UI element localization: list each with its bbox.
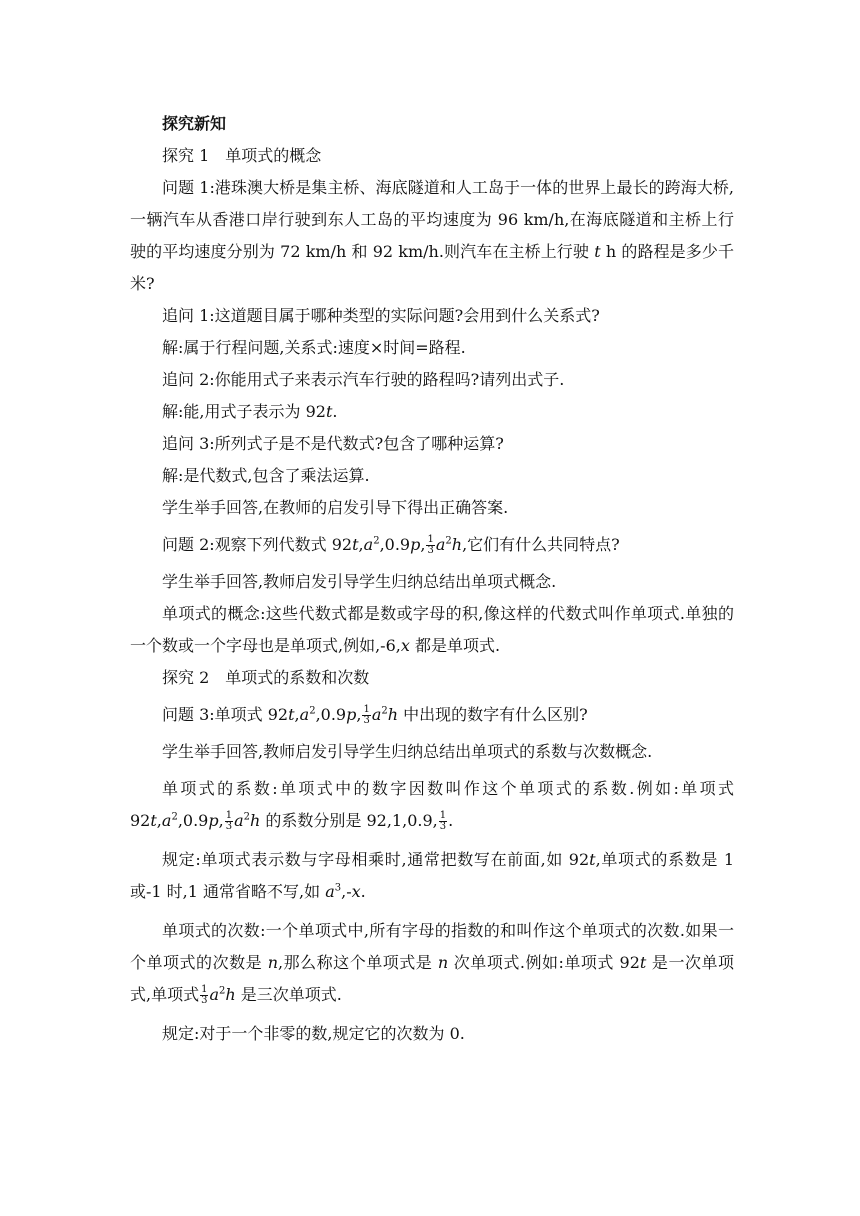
answer-2: 解:能,用式子表示为 92t. xyxy=(162,402,338,421)
follow-up-3: 追问 3:所列式子是不是代数式?包含了哪种运算? xyxy=(162,434,504,453)
monomial-list: $92t,a^2,0.9p$, $\frac{1}{3}$ $a^2h$ xyxy=(130,810,261,832)
student-activity-2: 学生举手回答,教师启发引导学生归纳总结出单项式概念. xyxy=(162,572,557,591)
fraction-one-third: $\frac{1}{3}$ xyxy=(225,810,233,832)
monomial-list: $92t,a^2,0.9p$, $\frac{1}{3}$ $a^2h$ xyxy=(331,534,463,556)
subsection-title-2: 探究 2 单项式的系数和次数 xyxy=(162,668,370,687)
question-1: 问题 1:港珠澳大桥是集主桥、海底隧道和人工岛于一体的世界上最长的跨海大桥,一辆汽车从香港口岸行驶到东人工岛的平均速度为 96 km/h,在海底隧道和主桥上行驶的平均速度分别为 72 km/h 和 92 km/h.则汽车在主桥上行驶 t h 的路程是多少千米? xyxy=(130,178,734,293)
subsection-title-1: 探究 1 单项式的概念 xyxy=(162,146,322,165)
rule-1: 规定:单项式表示数与字母相乘时,通常把数写在前面,如 92t,单项式的系数是 1 或-1 时,1 通常省略不写,如 $a^3,-x$. xyxy=(130,850,734,901)
answer-3: 解:是代数式,包含了乘法运算. xyxy=(162,466,370,485)
fraction-one-third: $\frac{1}{3}$ xyxy=(363,704,370,726)
follow-up-2: 追问 2:你能用式子来表示汽车行驶的路程吗?请列出式子. xyxy=(162,370,565,389)
section-heading: 探究新知 xyxy=(162,114,227,133)
lesson-content xyxy=(130,108,734,1050)
monomial-list: $92t,a^2,0.9p$, $\frac{1}{3}$ $a^2h$ xyxy=(267,704,399,726)
follow-up-1: 追问 1:这道题目属于哪种类型的实际问题?会用到什么关系式? xyxy=(162,306,600,325)
answer-1: 解:属于行程问题,关系式:速度×时间=路程. xyxy=(162,338,466,357)
fraction-one-third: $\frac{1}{3}$ xyxy=(201,984,208,1006)
monomial-definition: 单项式的概念:这些代数式都是数或字母的积,像这样的代数式叫作单项式.单独的一个数或一个字母也是单项式,例如,-6,x 都是单项式. xyxy=(130,604,734,655)
student-activity-3: 学生举手回答,教师启发引导学生归纳总结出单项式的系数与次数概念. xyxy=(162,742,653,761)
question-3: 问题 3:单项式 $92t,a^2,0.9p$, $\frac{1}{3}$ $a^2h$ 中出现的数字有什么区别? xyxy=(162,704,588,726)
fraction-one-third: $\frac{1}{3}$ xyxy=(439,810,447,832)
student-activity-1: 学生举手回答,在教师的启发引导下得出正确答案. xyxy=(162,498,509,517)
question-2: 问题 2:观察下列代数式 $92t,a^2,0.9p$, $\frac{1}{3}$ $a^2h$,它们有什么共同特点? xyxy=(162,534,620,556)
fraction-one-third: $\frac{1}{3}$ xyxy=(427,534,434,556)
degree-definition: 单项式的次数:一个单项式中,所有字母的指数的和叫作这个单项式的次数.如果一个单项式的次数是 n,那么称这个单项式是 n 次单项式.例如:单项式 92t 是一次单项式,单项式 $\frac{1}{3}$ $a^2h$ 是三次单项式. xyxy=(130,921,734,1006)
rule-2: 规定:对于一个非零的数,规定它的次数为 0. xyxy=(162,1024,465,1043)
coefficient-definition: 单项式的系数:单项式中的数字因数叫作这个单项式的系数.例如:单项式 $92t,a^2,0.9p$, $\frac{1}{3}$ $a^2h$ 的系数分别是 92,1,0.9, $\frac{1}{3}$ . xyxy=(130,779,734,832)
